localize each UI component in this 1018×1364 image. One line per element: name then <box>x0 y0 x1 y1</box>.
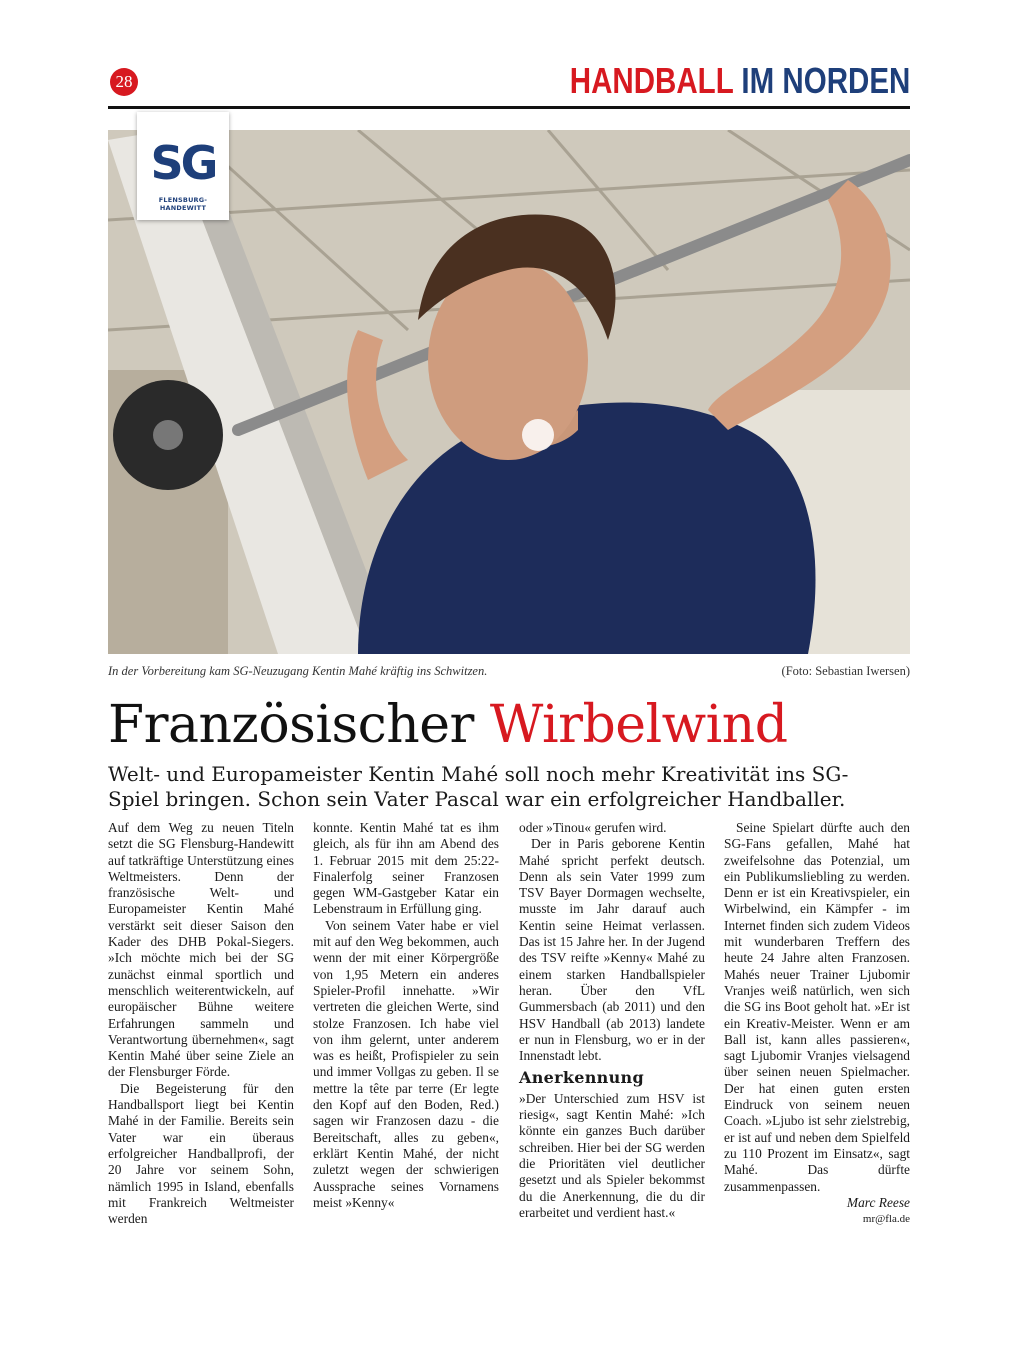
subheadline: Welt- und Europameister Kentin Mahé soll noch mehr Kreativität ins SG-Spiel bringen. Schon sein Vater Pascal war ein erfolgreicher Handballer. <box>108 762 849 811</box>
club-logo-subtitle: FLENSBURG-HANDEWITT <box>158 196 208 212</box>
section-title-part1: HANDBALL <box>569 60 733 101</box>
paragraph: konnte. Kentin Mahé tat es ihm gleich, als für ihn am Abend des 1. Februar 2015 mit dem 25:22-Finalerfolg seiner Franzosen gegen WM-Gastgeber Katar ein Lebenstraum in Erfüllung ging. <box>313 820 499 917</box>
article-column-4 <box>724 820 910 1227</box>
author-email: mr@fla.de <box>862 1213 910 1226</box>
section-title-part2: IM NORDEN <box>741 60 910 101</box>
headline-part2: Wirbelwind <box>489 695 788 755</box>
club-logo-letters: SG <box>150 136 216 190</box>
paragraph: Seine Spielart dürfte auch den SG-Fans gefallen, Mahé hat zweifelsohne das Potenzial, um ein Publikumsliebling zu werden. Denn er ist ein Kreativspieler, ein Wirbelwind, ein Kämpfer - im Internet finden sich zudem Videos mit wunderbaren Treffern des heute 24 Jahre alten Franzosen. Mahés neuer Trainer Ljubomir Vranjes weiß natürlich, wen sich die SG ins Boot geholt hat. »Er ist ein Kreativ-Meister. Wenn er am Ball ist, kann alles passieren«, sagt Ljubomir Vranjes vielsagend über seinen neuen Spielmacher. Der hat einen guten ersten Eindruck von seinem neuen Coach. »Ljubo ist sehr zielstrebig, er ist auf und neben dem Spielfeld zu 110 Prozent im Einsatz«, sagt Mahé. Das dürfte zusammenpassen. <box>724 820 910 1194</box>
paragraph: »Der Unterschied zum HSV ist riesig«, sagt Kentin Mahé: »Ich könnte ein ganzes Buch darüber schreiben. Hier bei der SG werden die Prioritäten viel deutlicher gesetzt und als Spieler bekommst du die Anerkennung, die du dir erarbeitet und verdient hast.« <box>519 1090 705 1220</box>
article-column-2 <box>313 820 499 1211</box>
header-rule <box>108 106 910 109</box>
paragraph: oder »Tinou« gerufen wird. <box>519 820 667 835</box>
photo-caption: In der Vorbereitung kam SG-Neuzugang Kentin Mahé kräftig ins Schwitzen. <box>108 664 488 678</box>
article-column-1 <box>108 820 294 1227</box>
paragraph: Auf dem Weg zu neuen Titeln setzt die SG Flensburg-Handewitt auf tatkräftige Unterstützung eines Weltmeisters. Denn der französische Welt- und Europameister Kentin Mahé verstärkt seit dieser Saison den Kader des DHB Pokal-Siegers. »Ich möchte mich bei der SG zunächst einmal sportlich und menschlich weiterentwickeln, auf europäischer Bühne weitere Erfahrungen sammeln und Verantwortung übernehmen«, sagt Kentin Mahé über seine Ziele an der Flensburger Förde. <box>108 820 294 1080</box>
author-name: Marc Reese <box>846 1194 910 1210</box>
article-column-3 <box>519 820 705 1221</box>
paragraph: Von seinem Vater habe er viel mit auf den Weg bekommen, auch wenn der mit einer Körpergröße von 1,95 Metern ein anderes Spieler-Profil innehatte. »Wir vertreten die gleichen Werte, sind stolze Franzosen. Ich habe viel von ihm gelernt, unter anderem was es heißt, Profispieler zu sein und immer Vollgas zu geben. Il se mettre la tête par terre (Er legte den Kopf auf den Boden, Red.) sagen wir Franzosen dazu - die Bereitschaft, alles zu geben«, erklärt Kentin Mahé, der nicht zuletzt wegen der schwierigen Aussprache seines Vornamens meist »Kenny« <box>313 917 499 1210</box>
section-subheading: Anerkennung <box>519 1068 644 1088</box>
headline <box>108 690 788 760</box>
headline-part1: Französischer <box>108 695 474 755</box>
section-title <box>569 60 910 102</box>
club-logo <box>137 112 229 220</box>
paragraph: Die Begeisterung für den Handballsport liegt bei Kentin Mahé in der Familie. Bereits sein Vater war ein überaus erfolgreicher Handballprofi, der 20 Jahre vor seinem Sohn, nämlich 1995 in Island, ebenfalls mit Frankreich Weltmeister werden <box>108 1080 294 1227</box>
photo-credit: (Foto: Sebastian Iwersen) <box>781 664 910 678</box>
page-number: 28 <box>110 68 138 96</box>
paragraph: Der in Paris geborene Kentin Mahé spricht perfekt deutsch. Denn als sein Vater 1999 zum TSV Bayer Dormagen wechselte, musste im Jahr darauf auch Kentin seine Heimat verlassen. Das ist 15 Jahre her. In der Jugend des TSV reifte »Kenny« Mahé zu einem starken Handballspieler heran. Über den VfL Gummersbach (ab 2011) und den HSV Handball (ab 2013) landete er nun in Flensburg, wo er in der Innenstadt lebt. <box>519 836 705 1064</box>
